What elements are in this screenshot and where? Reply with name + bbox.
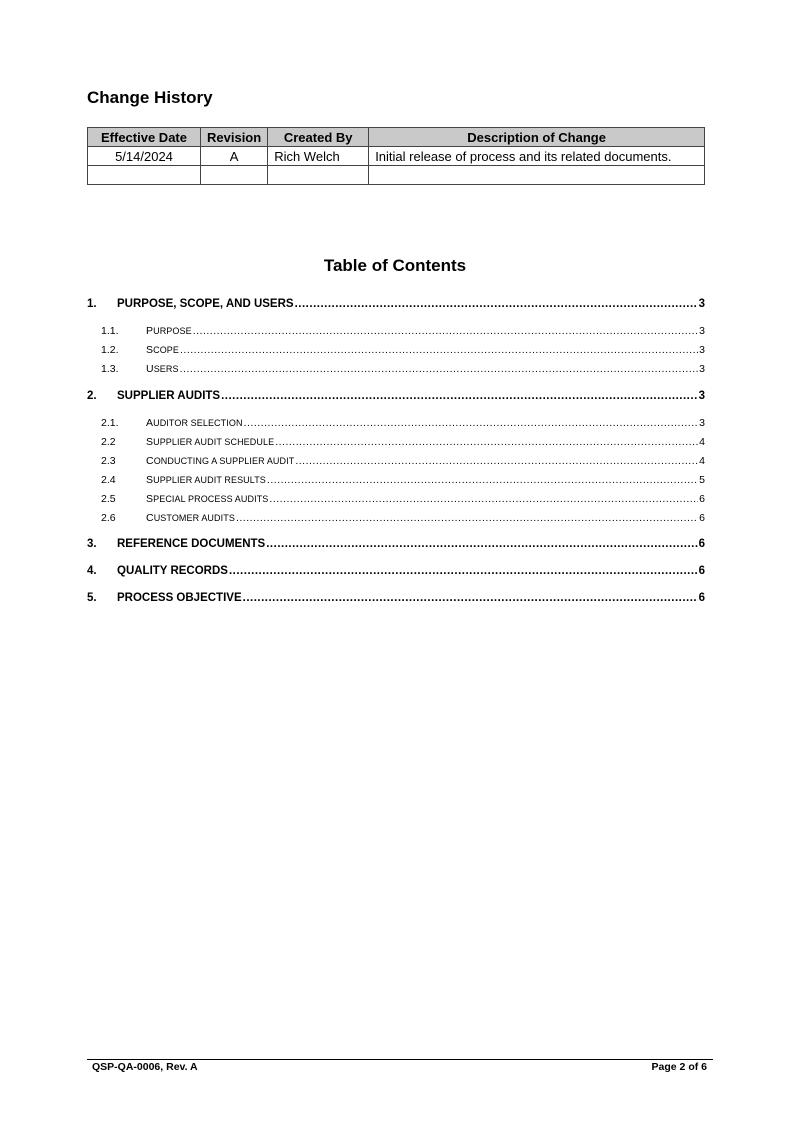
toc-leader-dots xyxy=(180,363,699,375)
toc-entry-label: USERS xyxy=(146,363,179,375)
cell-effective-date xyxy=(88,166,201,185)
toc-entry-label: SUPPLIER AUDIT SCHEDULE xyxy=(146,436,275,448)
toc-entry-number: 2.1. xyxy=(101,417,119,429)
toc-leader-dots xyxy=(236,512,698,524)
cell-created-by: Rich Welch xyxy=(268,147,369,166)
toc-entry-page: 3 xyxy=(699,363,705,375)
toc-entry-number: 2.2 xyxy=(101,436,116,448)
cell-revision xyxy=(201,166,268,185)
toc-entry-number: 4. xyxy=(87,565,97,577)
toc-entry-label: REFERENCE DOCUMENTS xyxy=(117,538,266,550)
toc-entry[interactable] xyxy=(87,321,705,337)
toc-entry[interactable] xyxy=(87,534,705,550)
toc-entry-label: CONDUCTING A SUPPLIER AUDIT xyxy=(146,455,295,467)
toc-entry-page: 6 xyxy=(698,592,705,604)
footer-divider xyxy=(87,1059,713,1060)
toc-entry[interactable] xyxy=(87,470,705,486)
toc-leader-dots xyxy=(269,493,698,505)
toc-entry-page: 5 xyxy=(699,474,705,486)
toc-entry-label: SUPPLIER AUDITS xyxy=(117,390,221,402)
toc-entry-number: 2.3 xyxy=(101,455,116,467)
header-revision: Revision xyxy=(201,128,268,147)
toc-leader-dots xyxy=(221,390,698,402)
toc-entry-number: 2.5 xyxy=(101,493,116,505)
change-history-table xyxy=(87,127,705,185)
toc-entry-page: 3 xyxy=(698,390,705,402)
toc-entry-number: 1. xyxy=(87,298,97,310)
toc-entry[interactable] xyxy=(87,508,705,524)
toc-entry-page: 3 xyxy=(699,417,705,429)
header-description: Description of Change xyxy=(369,128,705,147)
toc-entry-number: 2.4 xyxy=(101,474,116,486)
toc-entry-label: PURPOSE, SCOPE, AND USERS xyxy=(117,298,294,310)
table-row xyxy=(88,147,705,166)
toc-entry[interactable] xyxy=(87,413,705,429)
toc-entry-number: 1.2. xyxy=(101,344,119,356)
footer-document-id: QSP-QA-0006, Rev. A xyxy=(92,1061,198,1073)
toc-entry[interactable] xyxy=(87,432,705,448)
footer-page-number: Page 2 of 6 xyxy=(651,1061,707,1073)
toc-entry-label: CUSTOMER AUDITS xyxy=(146,512,235,524)
toc-entry-number: 2. xyxy=(87,390,97,402)
toc-entry-page: 6 xyxy=(698,538,705,550)
toc-entry-label: SUPPLIER AUDIT RESULTS xyxy=(146,474,266,486)
toc-leader-dots xyxy=(180,344,698,356)
cell-effective-date: 5/14/2024 xyxy=(88,147,201,166)
table-header-row xyxy=(88,128,705,147)
toc-entry-label: SPECIAL PROCESS AUDITS xyxy=(146,493,269,505)
toc-entry-label: QUALITY RECORDS xyxy=(117,565,228,577)
toc-entry[interactable] xyxy=(87,359,705,375)
toc-leader-dots xyxy=(266,538,697,550)
toc-leader-dots xyxy=(243,592,698,604)
toc-entry[interactable] xyxy=(87,561,705,577)
cell-description xyxy=(369,166,705,185)
toc-leader-dots xyxy=(295,298,698,310)
toc-entry-number: 5. xyxy=(87,592,97,604)
toc-entry-label: SCOPE xyxy=(146,344,180,356)
toc-entry-page: 6 xyxy=(698,565,705,577)
cell-revision: A xyxy=(201,147,268,166)
toc-leader-dots xyxy=(244,417,699,429)
toc-entry[interactable] xyxy=(87,340,705,356)
toc-entry[interactable] xyxy=(87,294,705,310)
toc-entry-page: 3 xyxy=(699,344,705,356)
toc-entry-number: 2.6 xyxy=(101,512,116,524)
toc-entry-label: PROCESS OBJECTIVE xyxy=(117,592,242,604)
toc-entry-number: 1.1. xyxy=(101,325,119,337)
toc-leader-dots xyxy=(193,325,698,337)
toc-entry-page: 6 xyxy=(699,493,705,505)
toc-entry[interactable] xyxy=(87,451,705,467)
toc-title: Table of Contents xyxy=(323,256,467,275)
change-history-title: Change History xyxy=(87,88,213,107)
toc-entry[interactable] xyxy=(87,489,705,505)
toc-entry-label: PURPOSE xyxy=(146,325,192,337)
toc-entry-label: AUDITOR SELECTION xyxy=(146,417,243,429)
toc-entry-page: 4 xyxy=(699,436,705,448)
toc-entry-page: 4 xyxy=(699,455,705,467)
toc-leader-dots xyxy=(275,436,698,448)
header-effective-date: Effective Date xyxy=(88,128,201,147)
cell-created-by xyxy=(268,166,369,185)
toc-entry-page: 6 xyxy=(699,512,705,524)
toc-leader-dots xyxy=(295,455,698,467)
toc-entry[interactable] xyxy=(87,588,705,604)
toc-entry-number: 1.3. xyxy=(101,363,119,375)
toc-leader-dots xyxy=(267,474,698,486)
toc-entry[interactable] xyxy=(87,386,705,402)
toc-leader-dots xyxy=(229,565,698,577)
header-created-by: Created By xyxy=(268,128,369,147)
toc-entry-page: 3 xyxy=(699,325,705,337)
cell-description: Initial release of process and its related documents. xyxy=(369,147,705,166)
toc-entry-number: 3. xyxy=(87,538,97,550)
toc-entry-page: 3 xyxy=(698,298,705,310)
table-row xyxy=(88,166,705,185)
